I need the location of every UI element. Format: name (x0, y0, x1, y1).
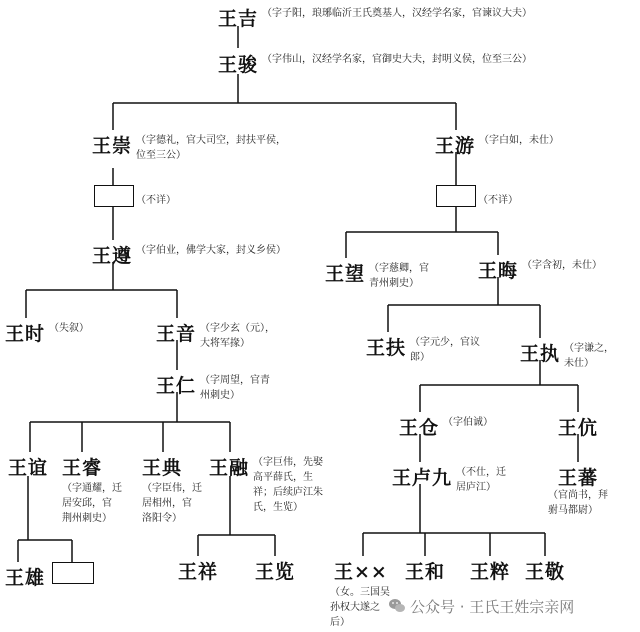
person-note: （字元少，官议 郎） (410, 337, 481, 363)
person-name: 王×× (334, 561, 388, 583)
node-wang-wang (325, 259, 429, 291)
node-wang-he (405, 557, 445, 584)
unknown-person-box (436, 185, 476, 207)
node-wang-jing (525, 557, 565, 584)
person-note: （字白如，未仕） (479, 135, 560, 146)
person-note: （字谦之， 未仕） (564, 343, 615, 369)
person-note: （字通耀，迁 居安邱，官 荆州刺史） (62, 483, 122, 524)
person-name: 王蕃 (558, 467, 599, 489)
person-note: （不仕，迁 居庐江） (456, 467, 507, 493)
node-wang-jun (218, 50, 532, 77)
node-wang-fan-note (548, 486, 608, 518)
person-name: 王音 (156, 323, 197, 345)
node-wang-xiong (5, 563, 45, 590)
watermark: 公众号 · 王氏王姓宗亲网 (410, 598, 575, 616)
person-name: 王望 (325, 263, 366, 285)
person-name: 王游 (435, 135, 476, 157)
person-name: 王谊 (8, 457, 49, 479)
person-name: 王仁 (156, 375, 197, 397)
node-wang-yin (156, 319, 275, 351)
person-name: 王骏 (218, 54, 259, 76)
person-name: 王遵 (92, 245, 133, 267)
person-note: （字臣伟，迁 居相州，官 洛阳令） (142, 483, 202, 524)
node-wang-yi (8, 453, 48, 480)
node-wang-wan (558, 413, 598, 440)
node-wang-chong (92, 131, 286, 163)
node-wang-cang (399, 413, 493, 440)
person-name: 王敬 (525, 561, 566, 583)
node-wang-hui (478, 256, 602, 283)
person-name: 王执 (520, 343, 561, 365)
person-name: 王扶 (366, 337, 407, 359)
person-name: 王和 (405, 561, 446, 583)
person-name: 王雄 (5, 567, 46, 589)
person-note: （字少玄（元）， 大将军掾） (200, 323, 276, 349)
person-note: （字德礼，官大司空，封扶平侯， 位至三公） (136, 135, 287, 161)
node-wang-lujiu (392, 463, 506, 495)
unknown-person-box (94, 185, 134, 207)
node-wang-cui (470, 557, 510, 584)
node-wang-xx (330, 557, 390, 630)
person-name: 王崇 (92, 135, 133, 157)
node-wang-rong (209, 453, 323, 515)
person-note: （字伟山，汉经学名家，官御史大夫，封明义侯，位至三公） (262, 54, 533, 65)
person-name: 王睿 (62, 457, 103, 479)
person-name: 王览 (255, 561, 296, 583)
person-name: 王祥 (178, 561, 219, 583)
person-name: 王吉 (218, 8, 259, 30)
node-wang-zun (92, 241, 286, 268)
wechat-icon (388, 597, 406, 615)
person-note: （字伯诚） (443, 417, 494, 428)
person-name: 王时 (5, 323, 46, 345)
person-note: （字子阳，琅琊临沂王氏奠基人，汉经学名家，官谏议大夫） (262, 8, 533, 19)
node-wang-you (435, 131, 559, 158)
unknown-label: （不详） (478, 195, 518, 206)
unknown-label: （不详） (136, 195, 176, 206)
node-wang-dian (142, 453, 202, 526)
person-name: 王典 (142, 457, 183, 479)
person-note: （字伯业，佛学大家，封义乡侯） (136, 245, 287, 256)
person-name: 王卢九 (392, 467, 453, 489)
unknown-person-box (52, 562, 94, 584)
person-note: （字周望，官青 州刺史） (200, 375, 271, 401)
node-wang-lan (255, 557, 295, 584)
node-wang-ji (218, 4, 532, 31)
person-note: （失叙） (49, 323, 90, 334)
person-name: 王伉 (558, 417, 599, 439)
person-note: （女。三国吴 孙权大遂之 后） (330, 587, 390, 628)
person-name: 王仓 (399, 417, 440, 439)
person-name: 王融 (209, 457, 250, 479)
person-note: （字慈卿，官 青州刺史） (369, 263, 430, 289)
person-note: （字含初，未仕） (522, 260, 603, 271)
node-wang-fu (366, 333, 480, 365)
node-wang-xiang (178, 557, 218, 584)
node-wang-zhi (520, 339, 614, 371)
node-wang-shi (5, 319, 89, 346)
person-note: （字巨伟，先娶 高平薛氏，生 祥；后续庐江朱 氏，生览） (253, 457, 324, 513)
person-name: 王粹 (470, 561, 511, 583)
person-note: （官尚书，拜 驸马都尉） (548, 490, 608, 516)
node-wang-ren (156, 371, 270, 403)
person-name: 王晦 (478, 260, 519, 282)
node-wang-rui (62, 453, 122, 526)
